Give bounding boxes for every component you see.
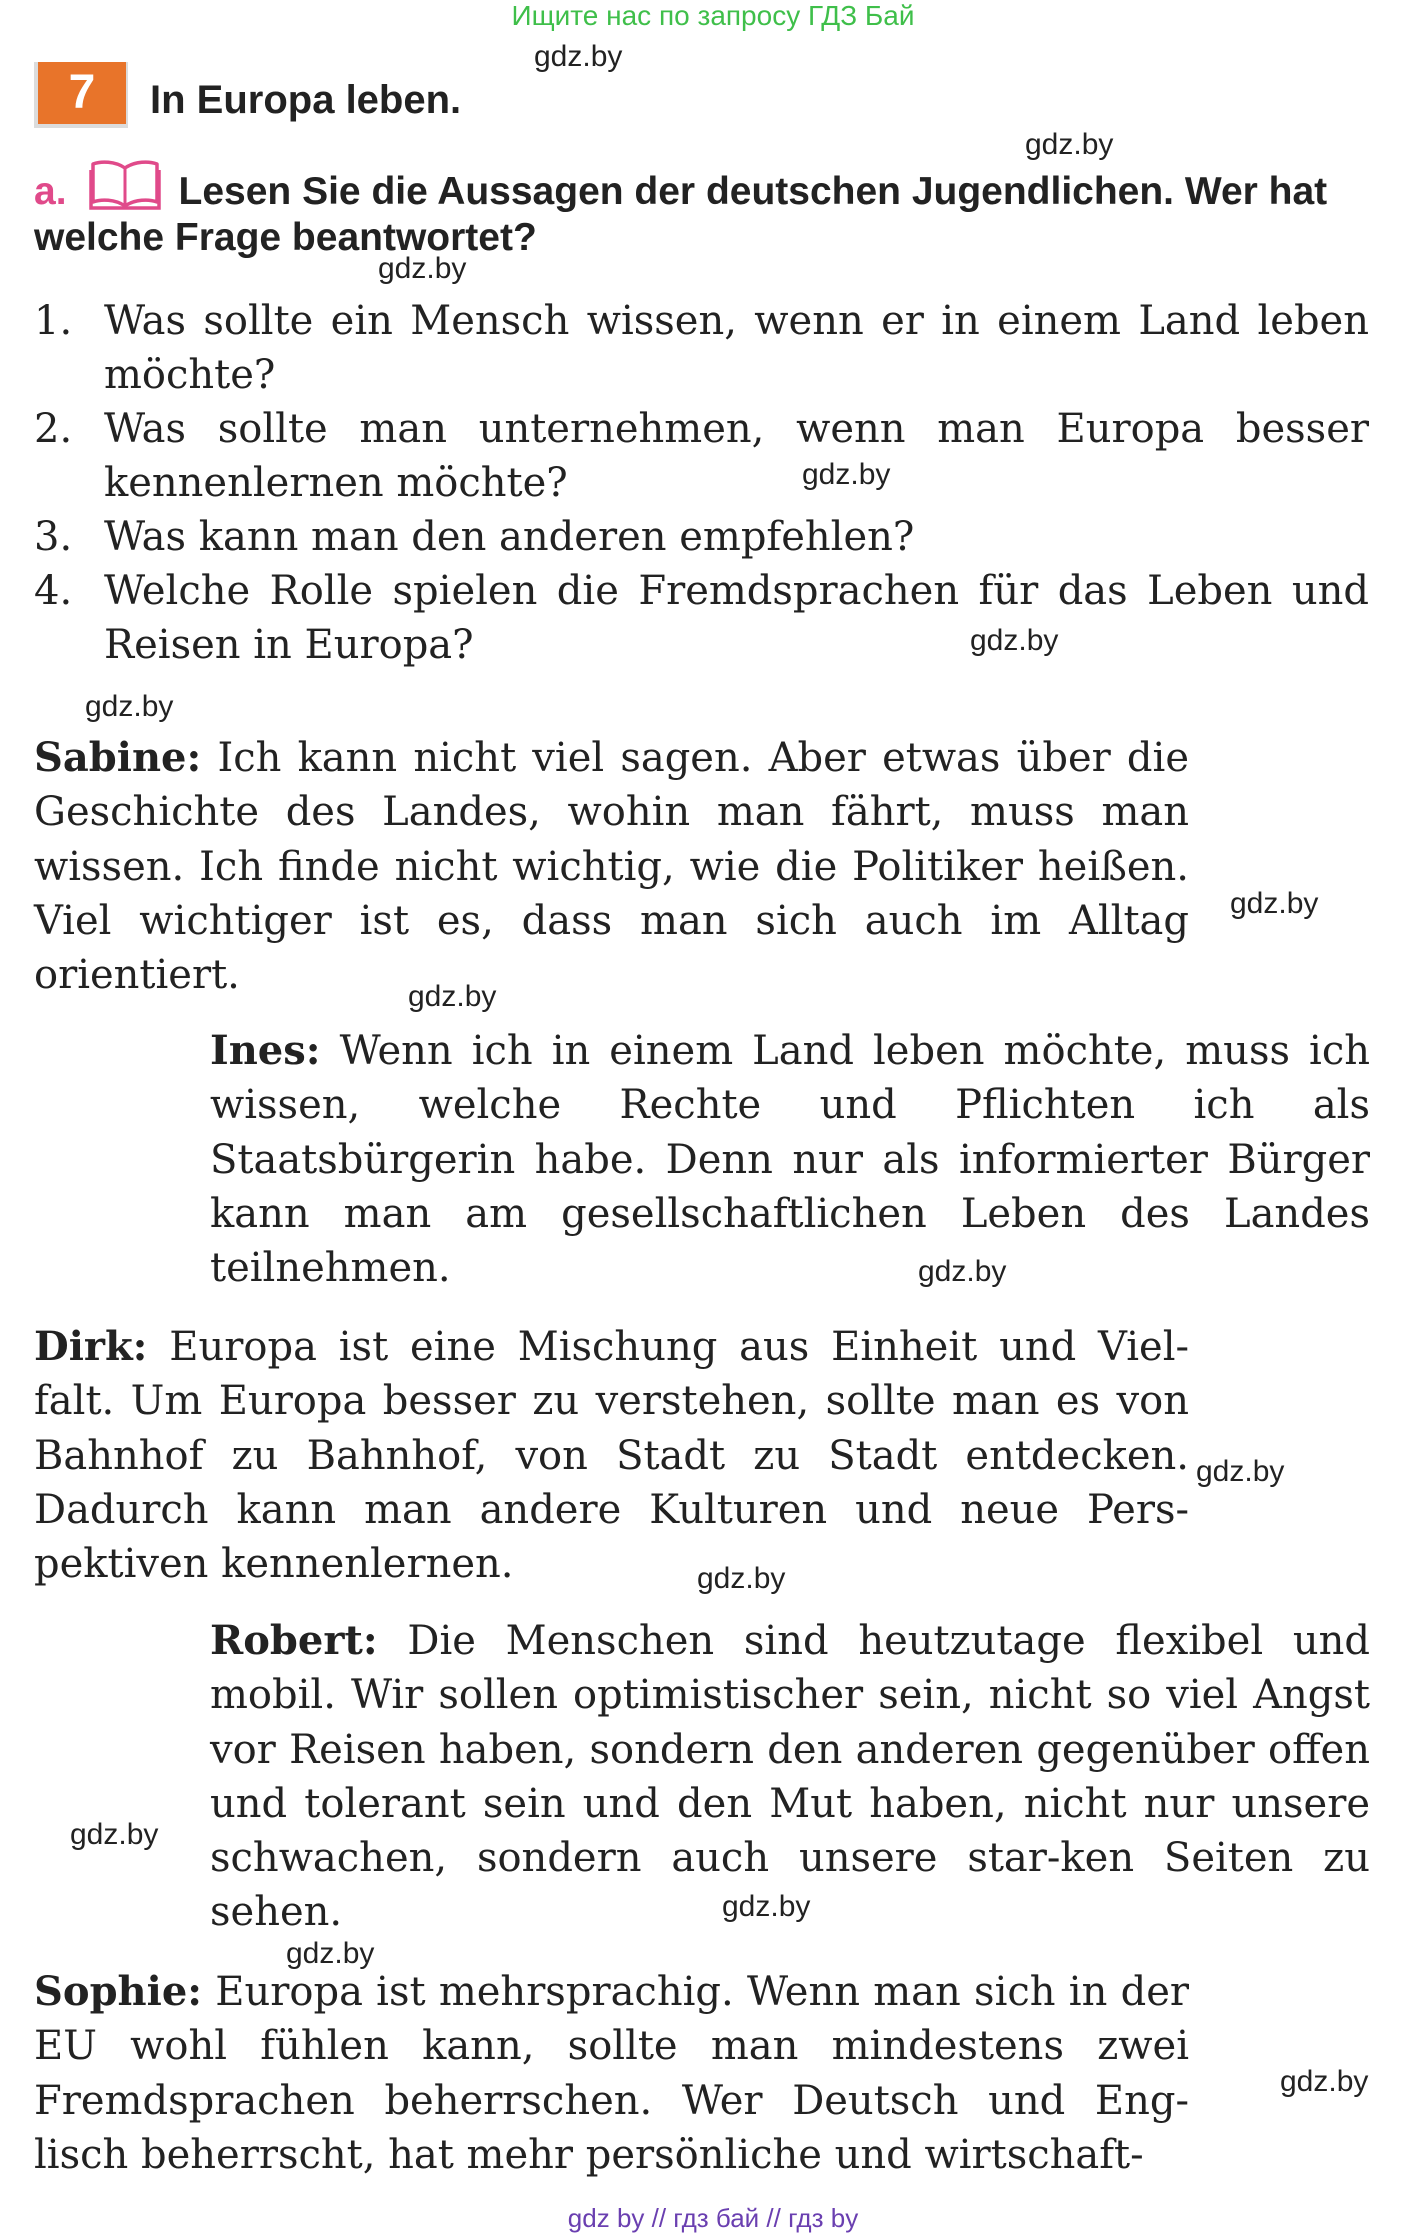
statement-text: Ich kann nicht viel sagen. Aber etwas über die Geschichte des Landes, wohin man fährt, muss man wissen. Ich finde nicht wichtig, wie die Politiker heißen. Viel wichtiger ist es, dass man sich auch im Alltag orientiert. — [34, 735, 1189, 999]
section-number: 7 — [38, 62, 126, 124]
question-item — [34, 402, 1369, 510]
top-banner: Ищите нас по запросу ГДЗ Бай — [511, 0, 915, 31]
footer-watermark: gdz by // гдз бай // гдз by — [567, 2203, 859, 2233]
watermark: gdz.by — [1025, 128, 1114, 161]
watermark: gdz.by — [802, 458, 891, 491]
speaker-name: Ines: — [210, 1027, 321, 1074]
watermark: gdz.by — [970, 624, 1059, 657]
task-instruction — [34, 158, 1379, 261]
watermark: gdz.by — [918, 1255, 1007, 1288]
watermark: gdz.by — [1280, 2065, 1369, 2098]
watermark: gdz.by — [1196, 1455, 1285, 1488]
question-text: Welche Rolle spielen die Fremdsprachen für das Leben und Reisen in Europa? — [104, 568, 1369, 668]
section-title: In Europa leben. — [150, 78, 462, 122]
statement-robert — [210, 1614, 1370, 1940]
statement-ines — [210, 1024, 1370, 1295]
statement-text: Europa ist eine Mischung aus Einheit und Viel-falt. Um Europa besser zu verstehen, sollte man es von Bahnhof zu Bahnhof, von Stadt zu Stadt entdecken. Dadurch kann man andere Kulturen und neue Pers-pektiven kennenlernen. — [34, 1324, 1190, 1588]
question-number: 1. — [34, 298, 73, 344]
question-text: Was sollte ein Mensch wissen, wenn er in einem Land leben möchte? — [104, 298, 1369, 398]
watermark: gdz.by — [697, 1562, 786, 1595]
question-item — [34, 294, 1369, 402]
statement-text: Wenn ich in einem Land leben möchte, muss ich wissen, welche Rechte und Pflichten ich als Staatsbürgerin habe. Denn nur als informierter Bürger kann man am gesellschaftlichen Leben des Landes teilnehmen. — [210, 1028, 1371, 1292]
question-number: 2. — [34, 406, 73, 452]
watermark: gdz.by — [286, 1937, 375, 1970]
question-number: 3. — [34, 514, 73, 560]
question-item — [34, 564, 1369, 672]
speaker-name: Dirk: — [34, 1323, 148, 1370]
statement-text: Europa ist mehrsprachig. Wenn man sich in der EU wohl fühlen kann, sollte man mindestens zwei Fremdsprachen beherrschen. Wer Deutsch und Eng-lisch beherrscht, hat mehr persönliche und wirtschaft- — [34, 1969, 1189, 2178]
question-number: 4. — [34, 568, 73, 614]
statement-sabine — [34, 731, 1189, 1002]
task-letter: a. — [34, 170, 67, 213]
speaker-name: Sophie: — [34, 1968, 203, 2015]
watermark: gdz.by — [534, 40, 623, 73]
question-text: Was sollte man unternehmen, wenn man Europa besser kennenlernen möchte? — [104, 406, 1369, 506]
speaker-name: Robert: — [210, 1617, 378, 1664]
question-item — [34, 510, 1369, 564]
watermark: gdz.by — [85, 690, 174, 723]
statement-dirk — [34, 1320, 1189, 1591]
watermark: gdz.by — [408, 980, 497, 1013]
watermark: gdz.by — [1230, 887, 1319, 920]
watermark: gdz.by — [378, 252, 467, 285]
open-book-icon — [89, 158, 161, 210]
watermark: gdz.by — [722, 1890, 811, 1923]
watermark: gdz.by — [70, 1818, 159, 1851]
question-text: Was kann man den anderen empfehlen? — [104, 514, 915, 560]
statement-sophie — [34, 1965, 1189, 2182]
speaker-name: Sabine: — [34, 734, 202, 781]
statement-text: Die Menschen sind heutzutage flexibel und mobil. Wir sollen optimistischer sein, nicht so viel Angst vor Reisen haben, sondern den anderen gegenüber offen und tolerant sein und den Mut haben, nicht nur unsere schwachen, sondern auch unsere star-ken Seiten zu sehen. — [210, 1618, 1370, 1936]
task-text: Lesen Sie die Aussagen der deutschen Jugendlichen. Wer hat welche Frage beantwortet? — [34, 170, 1328, 259]
